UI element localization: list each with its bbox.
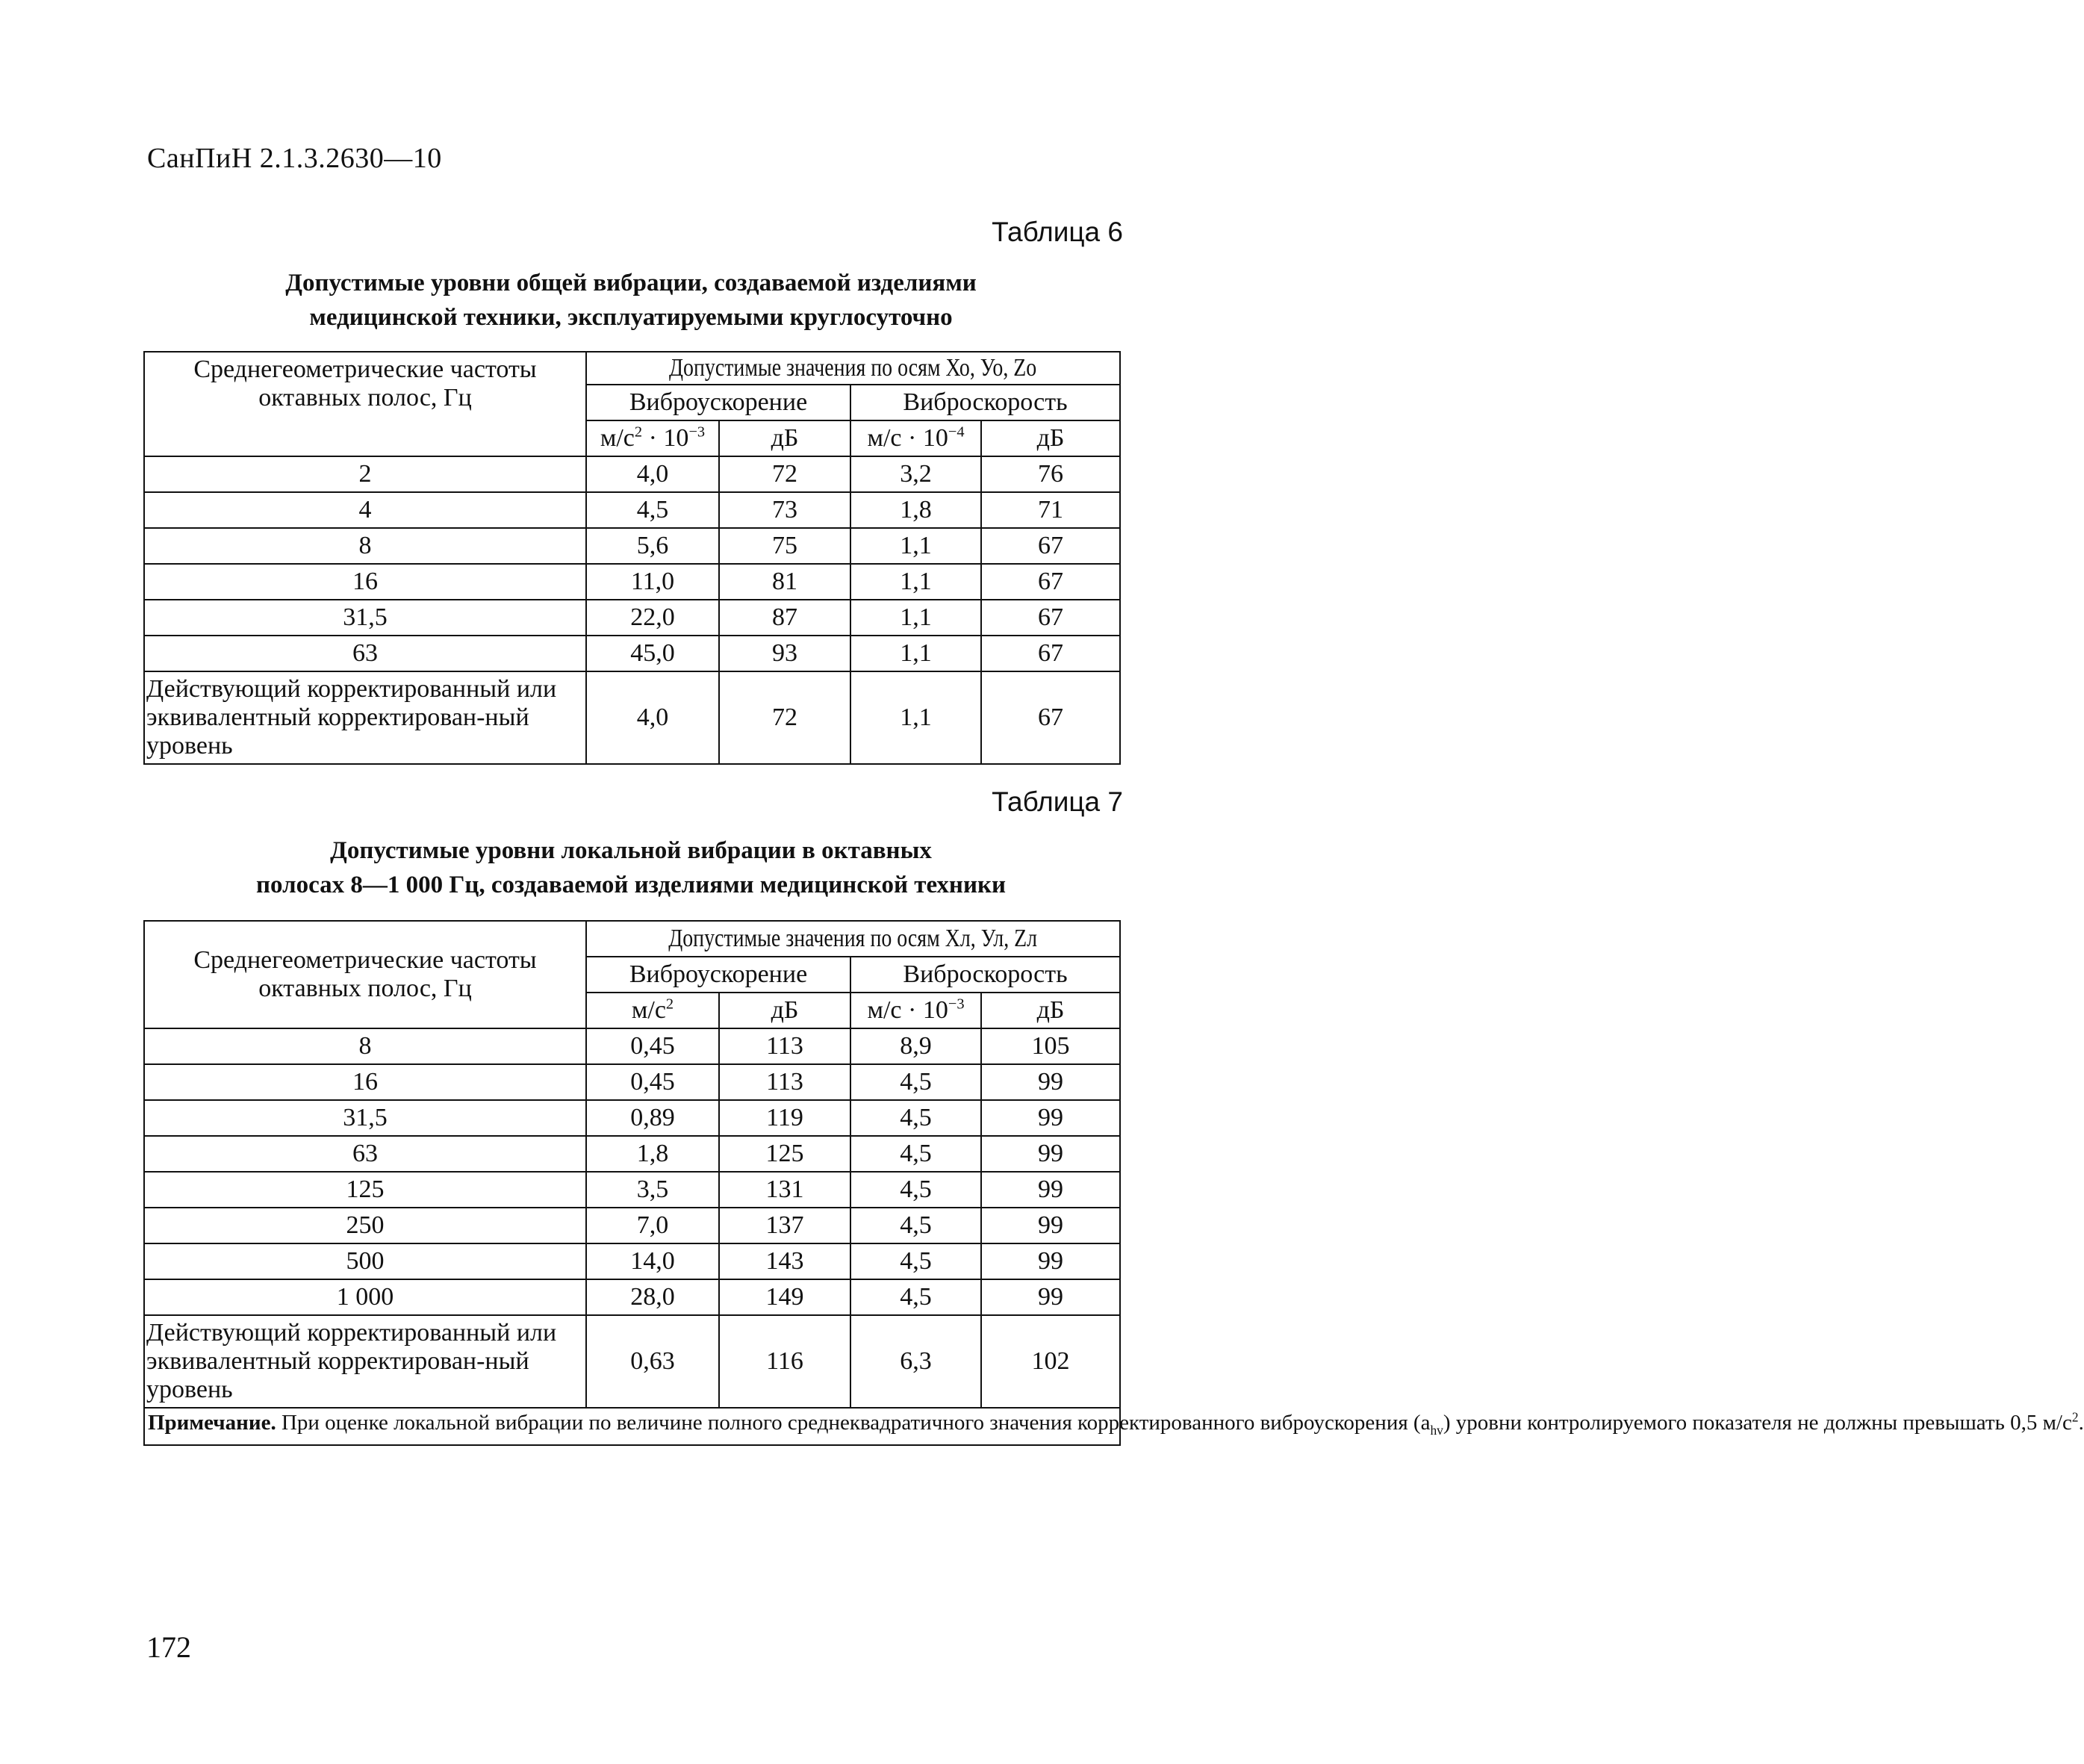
table-row — [144, 528, 1120, 564]
cell-frequency: 250 — [144, 1208, 586, 1243]
document-code: СанПиН 2.1.3.2630—10 — [147, 143, 442, 174]
cell-velocity: 1,8 — [850, 492, 981, 528]
cell-velocity-db: 99 — [981, 1100, 1120, 1136]
table-6-title-line-2: медицинской техники, эксплуатируемыми круглосуточно — [309, 304, 953, 331]
table-6-title-line-1: Допустимые уровни общей вибрации, создаваемой изделиями — [285, 270, 977, 296]
cell-frequency: 63 — [144, 636, 586, 671]
cell-total-label: Действующий корректированный или эквивалентный корректирован-ный уровень — [144, 671, 586, 764]
cell-velocity: 8,9 — [850, 1028, 981, 1064]
unit-velocity-db: дБ — [981, 420, 1120, 456]
cell-acceleration-db: 137 — [719, 1208, 850, 1243]
cell-acceleration-db: 149 — [719, 1279, 850, 1315]
cell-frequency: 8 — [144, 528, 586, 564]
cell-acceleration: 0,45 — [586, 1028, 719, 1064]
cell-acceleration-db: 87 — [719, 600, 850, 636]
cell-acceleration: 3,5 — [586, 1172, 719, 1208]
table-row-total — [144, 671, 1120, 764]
cell-acceleration-db: 93 — [719, 636, 850, 671]
cell-velocity-db: 67 — [981, 564, 1120, 600]
unit-acceleration: $м/с^2 \cdot 10^{-3}$ — [586, 420, 719, 456]
unit-acceleration: $м/с^2$ — [586, 993, 719, 1028]
cell-velocity: 1,1 — [850, 636, 981, 671]
table-row — [144, 1208, 1120, 1243]
cell-velocity: 4,5 — [850, 1208, 981, 1243]
cell-frequency: 8 — [144, 1028, 586, 1064]
cell-frequency: 4 — [144, 492, 586, 528]
cell-acceleration: 5,6 — [586, 528, 719, 564]
cell-velocity-db: 99 — [981, 1279, 1120, 1315]
cell-velocity: 1,1 — [850, 671, 981, 764]
cell-frequency: 1 000 — [144, 1279, 586, 1315]
cell-velocity: 3,2 — [850, 456, 981, 492]
unit-velocity: $м/с \cdot 10^{-4}$ — [850, 420, 981, 456]
cell-frequency: 16 — [144, 564, 586, 600]
table-7-title — [142, 833, 1120, 902]
cell-velocity-db: 67 — [981, 600, 1120, 636]
cell-acceleration: 1,8 — [586, 1136, 719, 1172]
cell-acceleration: 0,89 — [586, 1100, 719, 1136]
column-header-frequency: Среднегеометрические частоты октавных полос, Гц — [144, 352, 586, 456]
cell-acceleration-db: 113 — [719, 1064, 850, 1100]
cell-velocity-db: 99 — [981, 1208, 1120, 1243]
cell-velocity: 4,5 — [850, 1136, 981, 1172]
table-row — [144, 1243, 1120, 1279]
table-note: Примечание. При оценке локальной вибрации по величине полного среднеквадратичного значения корректированного виброускорения $(a_{hv})$ уровни контролируемого показателя не должны превышать 0,5 $м/с^2$. — [144, 1408, 1120, 1445]
cell-acceleration: 11,0 — [586, 564, 719, 600]
table-row — [144, 564, 1120, 600]
table-row — [144, 636, 1120, 671]
cell-velocity-db: 99 — [981, 1172, 1120, 1208]
cell-acceleration: 22,0 — [586, 600, 719, 636]
cell-acceleration: 0,45 — [586, 1064, 719, 1100]
cell-velocity: 6,3 — [850, 1315, 981, 1408]
table-row — [144, 1028, 1120, 1064]
cell-acceleration-db: 113 — [719, 1028, 850, 1064]
unit-velocity-db: дБ — [981, 993, 1120, 1028]
table-6-title — [142, 266, 1120, 335]
column-header-allowed: Допустимые значения по осям Хл, Ул, Zл — [586, 921, 1120, 957]
cell-velocity: 4,5 — [850, 1243, 981, 1279]
table-row — [144, 600, 1120, 636]
table-row — [144, 1136, 1120, 1172]
page-number: 172 — [146, 1630, 191, 1664]
cell-velocity-db: 99 — [981, 1243, 1120, 1279]
cell-frequency: 125 — [144, 1172, 586, 1208]
unit-acceleration-db: дБ — [719, 420, 850, 456]
unit-acceleration-db: дБ — [719, 993, 850, 1028]
table-row — [144, 1279, 1120, 1315]
cell-velocity-db: 99 — [981, 1136, 1120, 1172]
cell-acceleration-db: 72 — [719, 671, 850, 764]
cell-acceleration: 4,5 — [586, 492, 719, 528]
cell-frequency: 31,5 — [144, 1100, 586, 1136]
cell-velocity: 4,5 — [850, 1279, 981, 1315]
cell-velocity: 4,5 — [850, 1064, 981, 1100]
cell-acceleration-db: 143 — [719, 1243, 850, 1279]
cell-acceleration: 14,0 — [586, 1243, 719, 1279]
cell-acceleration: 4,0 — [586, 671, 719, 764]
cell-velocity: 1,1 — [850, 564, 981, 600]
cell-acceleration-db: 131 — [719, 1172, 850, 1208]
cell-acceleration-db: 75 — [719, 528, 850, 564]
table-7-title-line-2: полосах 8—1 000 Гц, создаваемой изделиями медицинской техники — [255, 872, 1006, 898]
unit-velocity: $м/с \cdot 10^{-3}$ — [850, 993, 981, 1028]
cell-acceleration: 0,63 — [586, 1315, 719, 1408]
cell-velocity-db: 76 — [981, 456, 1120, 492]
cell-acceleration-db: 72 — [719, 456, 850, 492]
cell-velocity-db: 71 — [981, 492, 1120, 528]
cell-velocity-db: 99 — [981, 1064, 1120, 1100]
cell-velocity-db: 67 — [981, 528, 1120, 564]
cell-acceleration-db: 81 — [719, 564, 850, 600]
cell-velocity-db: 67 — [981, 671, 1120, 764]
cell-velocity: 4,5 — [850, 1100, 981, 1136]
table-row — [144, 1172, 1120, 1208]
cell-acceleration-db: 116 — [719, 1315, 850, 1408]
cell-acceleration-db: 119 — [719, 1100, 850, 1136]
table-row — [144, 456, 1120, 492]
table-row-total — [144, 1315, 1120, 1408]
cell-frequency: 63 — [144, 1136, 586, 1172]
cell-velocity-db: 67 — [981, 636, 1120, 671]
table-7-title-line-1: Допустимые уровни локальной вибрации в октавных — [330, 837, 932, 864]
cell-frequency: 16 — [144, 1064, 586, 1100]
column-header-frequency: Среднегеометрические частоты октавных полос, Гц — [144, 921, 586, 1028]
table-row — [144, 1100, 1120, 1136]
cell-velocity: 4,5 — [850, 1172, 981, 1208]
cell-acceleration-db: 73 — [719, 492, 850, 528]
cell-acceleration: 7,0 — [586, 1208, 719, 1243]
cell-acceleration: 45,0 — [586, 636, 719, 671]
column-header-velocity: Виброскорость — [850, 385, 1120, 420]
cell-velocity: 1,1 — [850, 528, 981, 564]
table-row — [144, 1064, 1120, 1100]
cell-frequency: 500 — [144, 1243, 586, 1279]
column-header-acceleration: Виброускорение — [586, 385, 850, 420]
cell-frequency: 31,5 — [144, 600, 586, 636]
column-header-velocity: Виброскорость — [850, 957, 1120, 993]
table-6-caption: Таблица 6 — [992, 217, 1123, 247]
cell-acceleration-db: 125 — [719, 1136, 850, 1172]
table-row — [144, 492, 1120, 528]
cell-velocity: 1,1 — [850, 600, 981, 636]
cell-acceleration: 4,0 — [586, 456, 719, 492]
column-header-acceleration: Виброускорение — [586, 957, 850, 993]
table-7 — [143, 920, 2084, 1446]
cell-velocity-db: 105 — [981, 1028, 1120, 1064]
column-header-allowed: Допустимые значения по осям Хо, Уо, Zо — [586, 352, 1120, 385]
cell-total-label: Действующий корректированный или эквивалентный корректирован-ный уровень — [144, 1315, 586, 1408]
cell-frequency: 2 — [144, 456, 586, 492]
cell-acceleration: 28,0 — [586, 1279, 719, 1315]
table-note-row — [144, 1408, 1120, 1445]
table-7-caption: Таблица 7 — [992, 786, 1123, 817]
table-6 — [143, 351, 1121, 765]
cell-velocity-db: 102 — [981, 1315, 1120, 1408]
